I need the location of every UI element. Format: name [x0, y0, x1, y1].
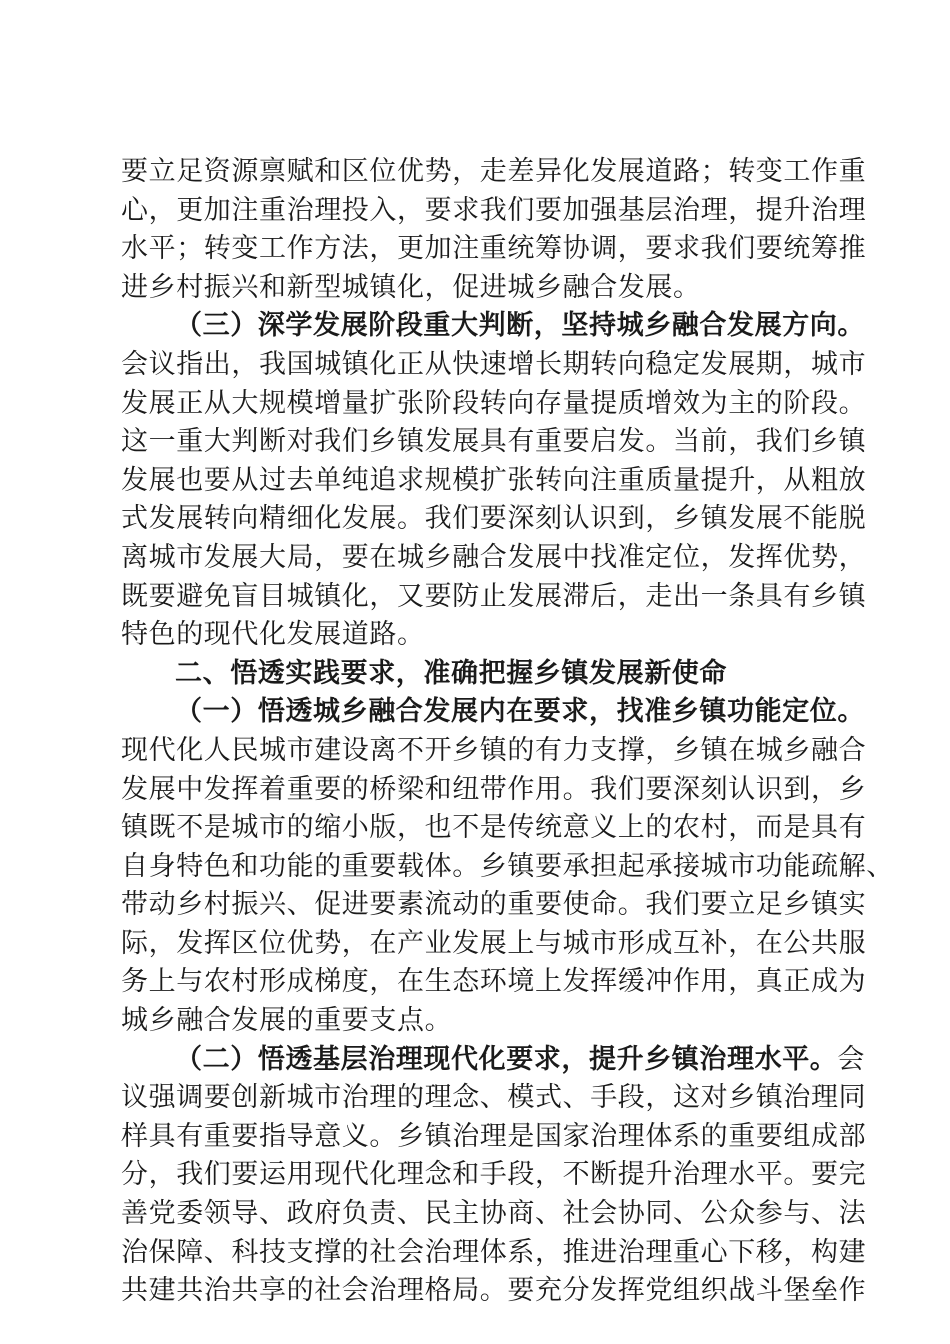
- text-line: 样具有重要指导意义。乡镇治理是国家治理体系的重要组成部: [121, 1120, 867, 1152]
- text-line: 特色的现代化发展道路。: [121, 619, 425, 651]
- text-line: 离城市发展大局，要在城乡融合发展中找准定位，发挥优势，: [121, 541, 867, 573]
- document-body: [121, 153, 894, 1311]
- text-line: 分，我们要运用现代化理念和手段，不断提升治理水平。要完: [121, 1159, 867, 1191]
- text-line: 进乡村振兴和新型城镇化，促进城乡融合发展。: [121, 271, 701, 303]
- text-line: 既要避免盲目城镇化，又要防止发展滞后，走出一条具有乡镇: [121, 580, 867, 612]
- text-line: 水平；转变工作方法，更加注重统筹协调，要求我们要统筹推: [121, 233, 867, 265]
- subsection-heading-line: [121, 1041, 866, 1080]
- text-line: 议强调要创新城市治理的理念、模式、手段，这对乡镇治理同: [121, 1082, 867, 1114]
- subsection-heading: （二）悟透基层治理现代化要求，提升乡镇治理水平。: [175, 1043, 838, 1075]
- text-line: 带动乡村振兴、促进要素流动的重要使命。我们要立足乡镇实: [121, 889, 867, 921]
- text-line: 共建共治共享的社会治理格局。要充分发挥党组织战斗堡垒作: [121, 1275, 867, 1307]
- text-line: 式发展转向精细化发展。我们要深刻认识到，乡镇发展不能脱: [121, 503, 867, 535]
- text-line: 发展中发挥着重要的桥梁和纽带作用。我们要深刻认识到，乡: [121, 773, 867, 805]
- text-line: 务上与农村形成梯度，在生态环境上发挥缓冲作用，真正成为: [121, 966, 867, 998]
- text-line: 会议指出，我国城镇化正从快速增长期转向稳定发展期，城市: [121, 348, 867, 380]
- text-line: 发展正从大规模增量扩张阶段转向存量提质增效为主的阶段。: [121, 387, 867, 419]
- text-line: 心，更加注重治理投入，要求我们要加强基层治理，提升治理: [121, 194, 867, 226]
- paragraph-section-3: [121, 307, 867, 654]
- paragraph-continuation: [121, 153, 867, 307]
- text-line: 城乡融合发展的重要支点。: [121, 1005, 453, 1037]
- text-line: 自身特色和功能的重要载体。乡镇要承担起承接城市功能疏解、: [121, 850, 894, 882]
- text-fragment: 会: [837, 1043, 866, 1075]
- subsection-heading: （三）深学发展阶段重大判断，坚持城乡融合发展方向。: [175, 310, 865, 342]
- text-line: 善党委领导、政府负责、民主协商、社会协同、公众参与、法: [121, 1198, 867, 1230]
- subsection-heading: （一）悟透城乡融合发展内在要求，找准乡镇功能定位。: [175, 696, 865, 728]
- text-line: 这一重大判断对我们乡镇发展具有重要启发。当前，我们乡镇: [121, 426, 867, 458]
- text-line: 际，发挥区位优势，在产业发展上与城市形成互补，在公共服: [121, 927, 867, 959]
- paragraph-section-1: [121, 693, 894, 1040]
- text-line: 要立足资源禀赋和区位优势，走差异化发展道路；转变工作重: [121, 156, 867, 187]
- text-line: 现代化人民城市建设离不开乡镇的有力支撑，乡镇在城乡融合: [121, 734, 867, 766]
- paragraph-section-2: [121, 1041, 867, 1311]
- text-line: 治保障、科技支撑的社会治理体系，推进治理重心下移，构建: [121, 1236, 867, 1268]
- text-line: 发展也要从过去单纯追求规模扩张转向注重质量提升，从粗放: [121, 464, 867, 496]
- text-line: 镇既不是城市的缩小版，也不是传统意义上的农村，而是具有: [121, 812, 867, 844]
- section-heading: 二、悟透实践要求，准确把握乡镇发展新使命: [175, 657, 727, 689]
